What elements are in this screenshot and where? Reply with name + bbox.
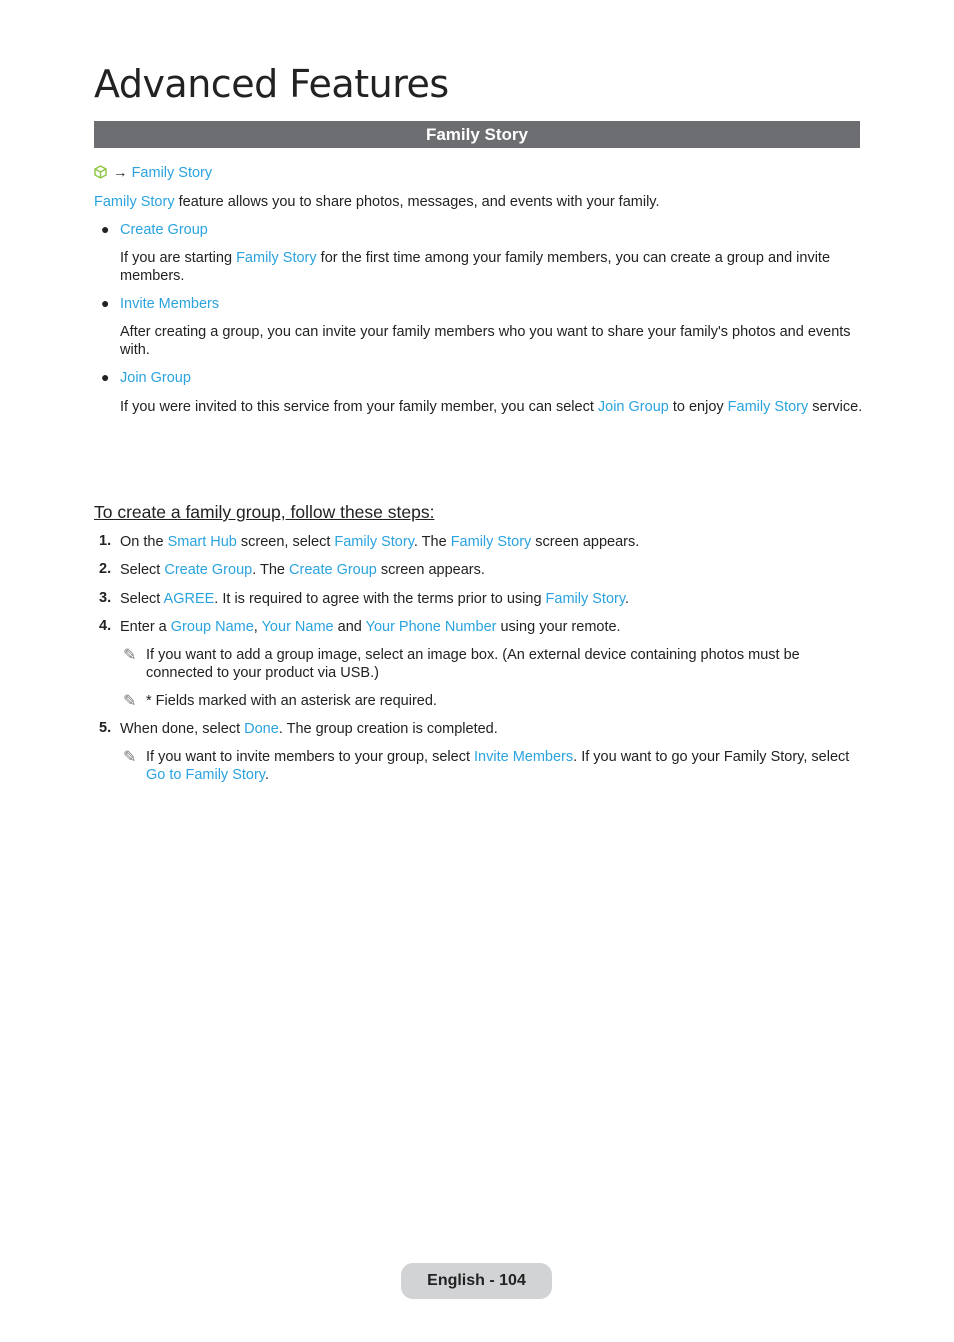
bullet-invite-members-desc [120,323,855,359]
inline-text: . If you want to go your Family Story, select [573,749,850,765]
bullet-create-group-desc [120,249,855,285]
inline-text: screen appears. [376,562,485,578]
steps-heading: To create a family group, follow these steps: [94,502,435,522]
inline-link[interactable]: Group Name [170,619,254,635]
inline-text: . [625,591,630,607]
note-invite-members [146,748,858,784]
inline-link[interactable]: Create Group [289,562,377,578]
inline-text: . The [252,562,290,578]
bullet-dot: ● [101,369,110,385]
inline-text: screen, select [236,534,335,550]
intro-family-story-link[interactable]: Family Story [94,194,175,210]
inline-text: for the first time among your family members, you can create a group and invite members. [120,250,831,284]
bullet-join-group-desc [120,398,862,416]
breadcrumb-family-story-link[interactable]: Family Story [131,165,213,181]
note-group-image [146,646,836,682]
step-5-text [120,720,498,738]
step-number: 3. [99,590,112,606]
step-2-text [120,561,485,579]
inline-text: and [333,619,366,635]
bullet-invite-members[interactable]: Invite Members [120,296,220,312]
inline-text: . The [413,534,451,550]
inline-link[interactable]: Your Name [261,619,334,635]
note-pencil-icon: ✎ [123,647,137,664]
breadcrumb-arrow: → [113,165,128,181]
step-number: 4. [99,618,112,634]
inline-link[interactable]: Join Group [597,399,669,415]
inline-text: to enjoy [668,399,728,415]
inline-text: Select [120,591,164,607]
inline-link[interactable]: Done [244,721,279,737]
inline-text: screen appears. [531,534,640,550]
inline-link[interactable]: Your Phone Number [365,619,497,635]
inline-text: After creating a group, you can invite your family members who you want to share your family's photos and events with. [120,324,851,358]
inline-text: using your remote. [496,619,621,635]
inline-link[interactable]: Invite Members [474,749,574,765]
inline-text: . The group creation is completed. [278,721,498,737]
step-number: 5. [99,720,112,736]
inline-link[interactable]: AGREE [163,591,215,607]
bullet-dot: ● [101,295,110,311]
inline-text: service. [808,399,863,415]
inline-link[interactable]: Family Story [450,534,532,550]
step-number: 1. [99,533,112,549]
note-pencil-icon: ✎ [123,749,137,766]
inline-link[interactable]: Family Story [236,250,317,266]
inline-text: If you want to invite members to your group, select [146,749,475,765]
inline-link[interactable]: Create Group [164,562,253,578]
step-1-text [120,533,639,551]
inline-text: . [264,767,270,783]
step-3-text [120,590,629,608]
inline-text: Enter a [120,619,171,635]
note-pencil-icon: ✎ [123,693,137,710]
page-title: Advanced Features [94,62,449,106]
inline-text: If you were invited to this service from your family member, you can select [120,399,598,415]
inline-text: When done, select [120,721,245,737]
section-title-bar: Family Story [94,121,860,148]
inline-link[interactable]: Family Story [727,399,809,415]
bullet-create-group[interactable]: Create Group [120,222,208,238]
inline-link[interactable]: Go to Family Story [146,767,265,783]
note-required-fields [146,692,437,710]
inline-text: . It is required to agree with the terms prior to using [214,591,546,607]
bullet-dot: ● [101,221,110,237]
breadcrumb [94,164,212,184]
inline-link[interactable]: Family Story [545,591,626,607]
page-footer-badge: English - 104 [401,1263,552,1299]
inline-text: , [253,619,262,635]
smart-hub-cube-icon [94,165,107,184]
intro-paragraph [94,193,660,211]
step-number: 2. [99,561,112,577]
bullet-join-group[interactable]: Join Group [120,370,191,386]
inline-text: * Fields marked with an asterisk are required. [146,693,437,709]
inline-link[interactable]: Smart Hub [167,534,237,550]
intro-text: feature allows you to share photos, messages, and events with your family. [174,194,660,210]
inline-text: On the [120,534,168,550]
inline-link[interactable]: Family Story [334,534,414,550]
step-4-text [120,618,621,636]
inline-text: If you want to add a group image, select an image box. (An external device containing photos must be connected to your product via USB.) [146,647,800,681]
inline-text: Select [120,562,165,578]
inline-text: If you are starting [120,250,237,266]
